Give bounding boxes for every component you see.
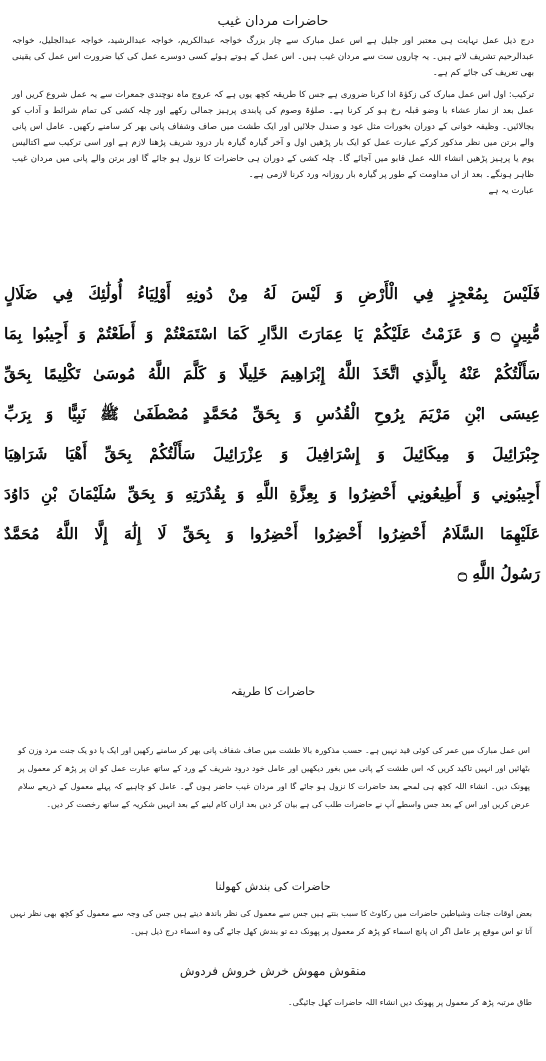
- asma-highlight: منقوش مھوش خرش خروش فردوش: [179, 964, 367, 978]
- ibarat-label: عبارت یہ ہے: [488, 186, 534, 196]
- intro-paragraph: درج ذیل عمل نہایت ہی معتبر اور جلیل ہے اس عمل مبارک سے چار بزرگ خواجہ عبدالکریم، خواجہ عبدالرشید، خواجہ عبدالجلیل، خواجہ عبدالرحیم تشریف لاتے ہیں۔ یہ چاروں ست سے مردان غیب ہیں۔ اس عمل کے ہوتے ہوئے کسی دوسرے عمل کی کیا ضرورت اس عمل کی یقینی بھی تعریف کی جائے کم ہے۔: [12, 36, 534, 78]
- arabic-line: رَسُولُ اللَّهِ ۝: [457, 564, 540, 583]
- arabic-line: جِبْرَائِيلَ وَ مِيكَائِيلَ وَ إِسْرَافِيلَ وَ عِزْرَائِيلَ سَأَلْتُكُمْ بِحَقِّ أَهْيَا شَرَاهِيَا: [4, 444, 540, 463]
- section-title-tareeqa: حاضرات کا طریقہ: [230, 685, 316, 698]
- section-hazirat-mardan-ghaib: [8, 0, 538, 199]
- method-paragraph: ترکیب: اول اس عمل مبارک کی زکوٰۃ ادا کرنا ضروری ہے جس کا طریقہ کچھ یوں ہے کہ عروج ماہ نوچندی جمعرات سے یہ عمل شروع کریں اور عمل بعد از نماز عشاء با وضو قبلہ رخ ہو کر کرنا ہے۔ صلوٰۃ وصوم کی پابندی پرہیز جمالی رکھے اور چلہ کشی کی تمام شرائط و آداب کو بجالائیں۔ وظیفہ خوانی کے دوران بخورات مثل عود و صندل جلائیں اور ایک طشت میں صاف وشفاف پانی بھر کر سامنے رکھیں۔ عامل اس پانی والے برتن میں نظر مذکور کرکے عبارت عمل کو ایک بار پڑھیں اول و آخر گیارہ گیارہ بار درود شریف پڑھنا لازم ہے اور اسی ترکیب سے اکتالیس یوم یا پرہیز پڑھیں انشاء اللہ عمل قابو میں آجائے گا۔ چلہ کشی کے دوران ہی حاضرات کا نزول ہو جائے گا اور برتن والے پانی میں مردان غیب ظاہر ہونگے۔ بعد از اں مداومت کے طور پر گیارہ بار روزانہ ورد کرنا لازمی ہے۔: [12, 90, 534, 180]
- arabic-line: أَجِيبُونِي وَ أَطِيعُونِي أَحْضِرُوا وَ بِعِزَّةِ اللَّهِ وَ بِقُدْرَتِهِ وَ بِحَقِّ سُلَيْمَانَ بْنِ دَاوُدَ: [4, 484, 540, 503]
- bandish-paragraph: بعض اوقات جنات وشیاطین حاضرات میں رکاوٹ کا سبب بنتے ہیں جس سے معمول کی نظر باندھ دیتے ہیں جس کی وجہ سے معمول کو کچھ بھی نظر نہیں آتا تو اس موقع پر عامل اگر ان پانچ اسماء کو پڑھ کر معمول پر پھونک دے تو بندش کھل جائے گی وہ اسماء درج ذیل ہیں۔: [10, 909, 532, 936]
- section-title: حاضرات مردان غیب: [217, 14, 329, 29]
- arabic-line: عِيسَى ابْنِ مَرْيَمَ بِرُوحِ الْقُدُسِ وَ بِحَقِّ مُحَمَّدٍ مُصْطَفَىٰ ﷺ نَبِيًّا وَ بِرَبِّ: [4, 404, 540, 423]
- tareeqa-paragraph: اس عمل مبارک میں عمر کی کوئی قید نہیں ہے۔ حسب مذکورہ بالا طشت میں صاف شفاف پانی بھر کر سامنے رکھیں اور ایک یا دو یک جنت مرد وزن کو بٹھائیں اور انہیں تاکید کریں کہ اس طشت کے پانی میں بغور دیکھیں اور عامل خود درود شریف کے ورد کے ساتھ عبارت عمل کو ان پر پڑھ کر معمول پر پھونک دیں۔ انشاء اللہ کچھ ہی لمحے بعد حاضرات کا نزول ہو جائے گا اور مردان غیب حاضر ہوں گے۔ عامل کو چاہیے کہ پہلے معمول کے ذریعے سلام عرض کریں اور اس کے بعد جس واسطے آپ نے حاضرات طلب کی ہے بیان کر دیں بعد ازاں کام لینے کے بعد انہیں شکریہ کے ساتھ رخصت کر دیں۔: [18, 746, 530, 809]
- arabic-line: فَلَيْسَ بِمُعْجِزٍ فِي الْأَرْضِ وَ لَيْسَ لَهُ مِنْ دُونِهِ أَوْلِيَاءُ أُولَٰئِكَ فِي ضَلَالٍ: [4, 284, 540, 303]
- section-title-bandish: حاضرات کی بندش کھولنا: [215, 880, 331, 893]
- arabic-line: سَأَلْتُكُمْ عَنْهُ بِالَّذِي اتَّخَذَ اللَّهُ إِبْرَاهِيمَ خَلِيلًا وَ كَلَّمَ اللَّهُ مُوسَىٰ تَكْلِيمًا بِحَقِّ: [4, 364, 540, 383]
- arabic-incantation-scan: [2, 274, 542, 596]
- closing-line: طاق مرتبہ پڑھ کر معمول پر پھونک دیں انشاء اللہ حاضرات کھل جائیگی۔: [287, 998, 532, 1007]
- arabic-line: مُّبِينٍ ۝ وَ عَزَمْتُ عَلَيْكُمْ يَا عِمَارَتَ الدَّارِ كَمَا اسْتَمَعْتُمْ وَ أَطَعْتُمْ وَ أَجِيبُوا بِمَا: [4, 324, 540, 343]
- arabic-line: عَلَيْهِمَا السَّلَامُ أَحْضِرُوا أَحْضِرُوا أَحْضِرُوا وَ بِحَقِّ لَا إِلَٰهَ إِلَّا اللَّهُ مُحَمَّدٌ: [4, 524, 540, 543]
